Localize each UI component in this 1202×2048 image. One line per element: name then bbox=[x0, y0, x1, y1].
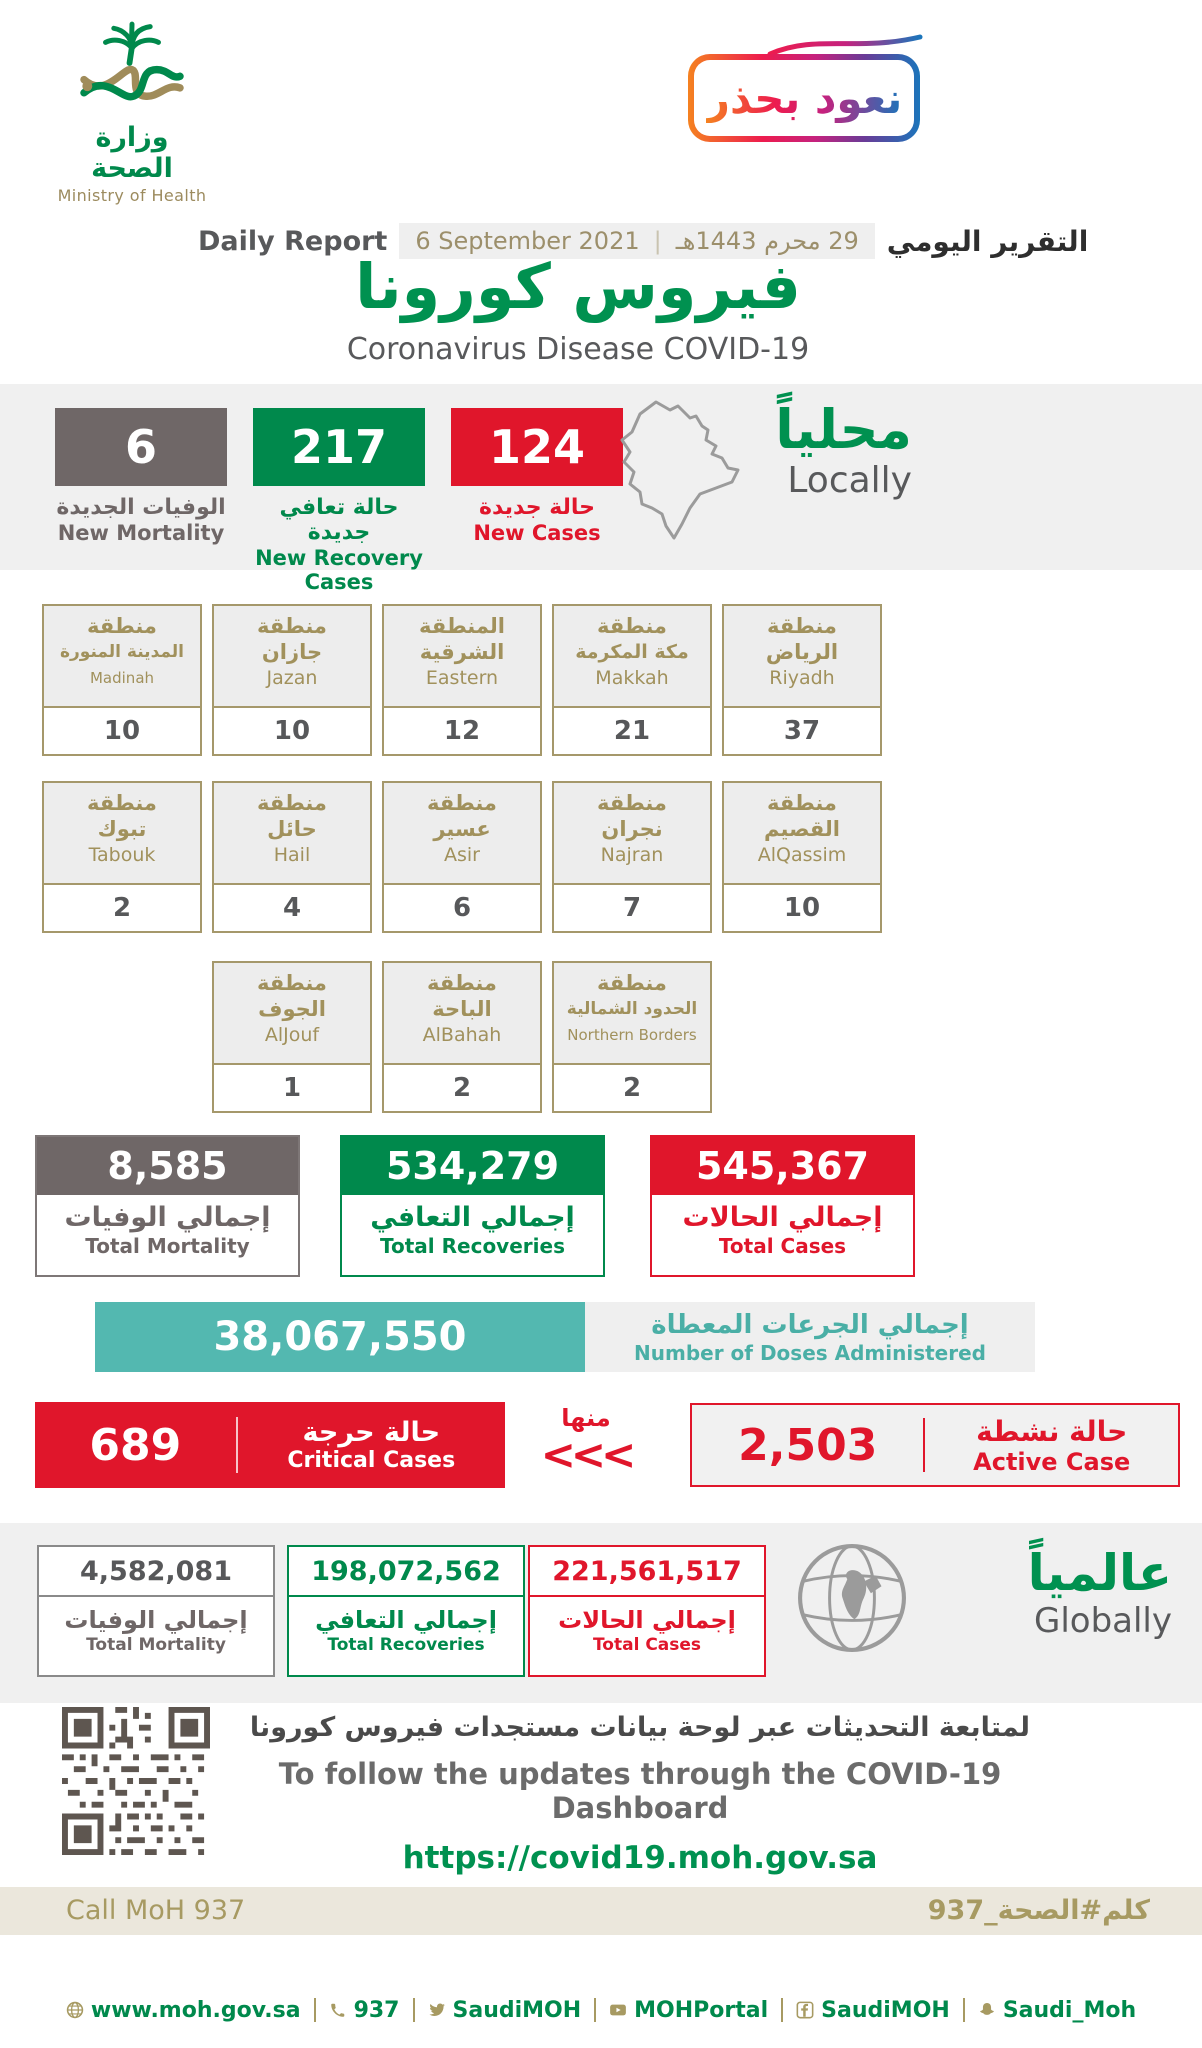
region-card-alqassim bbox=[722, 781, 882, 933]
region-card-header bbox=[214, 606, 370, 708]
total-recoveries-label-en: Total Recoveries bbox=[380, 1234, 565, 1258]
new-recoveries-label-ar: حالة تعافي جديدة bbox=[279, 495, 399, 545]
doses-administered-bar bbox=[95, 1302, 1035, 1372]
new-cases-label-ar: حالة جديدة bbox=[479, 495, 595, 520]
return-badge-inner bbox=[694, 60, 914, 136]
region-case-count: 10 bbox=[273, 716, 311, 746]
total-recoveries-card bbox=[340, 1135, 605, 1277]
region-card-header bbox=[44, 783, 200, 885]
total-mortality-card bbox=[35, 1135, 300, 1277]
region-card-header bbox=[724, 606, 880, 708]
region-case-count: 10 bbox=[103, 716, 141, 746]
hijri-date: 29 محرم 1443هـ bbox=[675, 227, 859, 255]
daily-stats-row bbox=[55, 408, 623, 594]
region-card-riyadh bbox=[722, 604, 882, 756]
new-mortality-label-en: New Mortality bbox=[57, 521, 225, 545]
globally-label-block bbox=[912, 1545, 1172, 1641]
active-cases-value: 2,503 bbox=[738, 1419, 878, 1471]
footer-link-website[interactable] bbox=[66, 1998, 301, 2023]
region-name-en: Eastern bbox=[425, 667, 499, 689]
region-card-header bbox=[214, 963, 370, 1065]
region-name-ar-line1: منطقة bbox=[257, 614, 327, 638]
footer-separator bbox=[594, 1998, 596, 2022]
footer-link-snapchat[interactable] bbox=[978, 1998, 1136, 2023]
region-name-ar-line2: الحدود الشمالية bbox=[566, 999, 698, 1019]
critical-cases-label-ar: حالة حرجة bbox=[302, 1417, 441, 1448]
footer-separator bbox=[314, 1998, 316, 2022]
region-case-count: 21 bbox=[613, 716, 651, 746]
locally-label-ar: محلياً bbox=[775, 398, 912, 461]
active-cases-labels bbox=[925, 1415, 1178, 1476]
region-name-ar-line2: تبوك bbox=[97, 817, 147, 841]
region-card-makkah bbox=[552, 604, 712, 756]
region-name-en: Najran bbox=[600, 844, 664, 866]
total-mortality-value: 8,585 bbox=[37, 1137, 298, 1195]
region-name-en: Makkah bbox=[595, 667, 669, 689]
return-badge-text: نعود بحذر bbox=[705, 73, 903, 123]
global-recoveries-card bbox=[287, 1545, 525, 1677]
critical-cases-label-en: Critical Cases bbox=[287, 1448, 456, 1473]
new-recoveries-stat bbox=[253, 408, 425, 594]
footer-links-row bbox=[0, 1990, 1202, 2030]
total-cases-value: 545,367 bbox=[652, 1137, 913, 1195]
region-name-en: Jazan bbox=[266, 667, 318, 689]
total-cases-card bbox=[650, 1135, 915, 1277]
footer-link-twitter[interactable] bbox=[428, 1998, 582, 2023]
global-recoveries-label-ar: إجمالي التعافي bbox=[315, 1606, 497, 1634]
region-card-header bbox=[554, 963, 710, 1065]
call-moh-bar bbox=[0, 1887, 1202, 1935]
locally-section bbox=[0, 384, 1202, 594]
ministry-name-arabic: وزارة الصحة bbox=[91, 122, 173, 184]
dashboard-text-block bbox=[222, 1712, 1058, 1876]
region-card-aljouf bbox=[212, 961, 372, 1113]
saudi-arabia-map-icon bbox=[612, 392, 752, 560]
doses-label-en: Number of Doses Administered bbox=[634, 1340, 986, 1365]
global-mortality-label-ar: إجمالي الوفيات bbox=[64, 1606, 248, 1634]
global-cases-label-ar: إجمالي الحالات bbox=[558, 1606, 736, 1634]
call-moh-hashtag-ar: كلم#الصحة_937 bbox=[927, 1895, 1150, 1926]
ministry-name-english: Ministry of Health bbox=[57, 186, 207, 205]
moh-logo-icon bbox=[73, 20, 191, 116]
region-name-en: AlJouf bbox=[264, 1024, 320, 1046]
return-with-caution-badge bbox=[688, 54, 920, 142]
region-card-header bbox=[724, 783, 880, 885]
footer-link-label: SaudiMOH bbox=[452, 1997, 582, 2023]
footer-link-facebook[interactable] bbox=[796, 1998, 950, 2023]
total-recoveries-value: 534,279 bbox=[342, 1137, 603, 1195]
new-recoveries-value: 217 bbox=[253, 408, 425, 486]
total-mortality-label-ar: إجمالي الوفيات bbox=[64, 1202, 271, 1233]
region-name-ar-line2: الجوف bbox=[258, 997, 326, 1021]
footer-separator bbox=[413, 1998, 415, 2022]
region-card-header bbox=[214, 783, 370, 885]
region-case-count: 6 bbox=[452, 893, 472, 923]
dashboard-line-en: To follow the updates through the COVID-19 Dashboard bbox=[278, 1757, 1002, 1825]
phone-icon bbox=[329, 2001, 347, 2019]
region-name-ar-line1: منطقة bbox=[597, 971, 667, 995]
region-name-en: Hail bbox=[273, 844, 311, 866]
region-name-ar-line1: منطقة bbox=[597, 791, 667, 815]
region-card-hail bbox=[212, 781, 372, 933]
region-name-ar-line1: منطقة bbox=[767, 791, 837, 815]
footer-link-label: Saudi_Moh bbox=[1002, 1997, 1137, 2023]
total-recoveries-label-ar: إجمالي التعافي bbox=[370, 1202, 575, 1233]
active-cases-box bbox=[690, 1403, 1180, 1487]
region-card-najran bbox=[552, 781, 712, 933]
daily-report-label-en: Daily Report bbox=[198, 225, 388, 257]
region-case-count: 1 bbox=[282, 1073, 302, 1103]
region-card-header bbox=[384, 606, 540, 708]
critical-cases-value: 689 bbox=[89, 1419, 182, 1471]
region-name-ar-line2: نجران bbox=[601, 817, 663, 841]
region-name-en: Riyadh bbox=[769, 667, 835, 689]
region-name-ar-line1: المنطقة bbox=[418, 614, 506, 638]
new-cases-label-en: New Cases bbox=[473, 521, 601, 545]
active-cases-label-ar: حالة نشطة bbox=[976, 1414, 1128, 1448]
region-name-ar-line1: منطقة bbox=[257, 971, 327, 995]
region-case-count: 37 bbox=[783, 716, 821, 746]
region-name-ar-line2: مكة المكرمة bbox=[575, 641, 689, 663]
region-card-albahah bbox=[382, 961, 542, 1113]
global-recoveries-value: 198,072,562 bbox=[289, 1547, 523, 1597]
globally-section bbox=[0, 1523, 1202, 1703]
new-recoveries-label-en: New Recovery Cases bbox=[255, 546, 423, 594]
region-case-count: 2 bbox=[622, 1073, 642, 1103]
region-case-count: 2 bbox=[112, 893, 132, 923]
globe-icon bbox=[66, 2001, 84, 2019]
region-card-header bbox=[554, 783, 710, 885]
new-cases-value: 124 bbox=[451, 408, 623, 486]
region-name-ar-line1: منطقة bbox=[767, 614, 837, 638]
locally-label-block bbox=[740, 400, 912, 501]
total-cases-label-en: Total Cases bbox=[718, 1234, 847, 1258]
global-cases-label-en: Total Cases bbox=[592, 1635, 702, 1655]
region-card-asir bbox=[382, 781, 542, 933]
snapchat-icon bbox=[978, 2001, 996, 2019]
region-card-eastern bbox=[382, 604, 542, 756]
gregorian-date: 6 September 2021 bbox=[415, 227, 640, 255]
daily-report-label-ar: التقرير اليومي bbox=[886, 224, 1089, 258]
region-card-header bbox=[384, 963, 540, 1065]
new-mortality-stat bbox=[55, 408, 227, 594]
global-cases-value: 221,561,517 bbox=[530, 1547, 764, 1597]
footer-link-label: SaudiMOH bbox=[821, 1997, 950, 2023]
region-case-count: 7 bbox=[622, 893, 642, 923]
twitter-icon bbox=[428, 2001, 446, 2019]
dashboard-line-ar: لمتابعة التحديثات عبر لوحة بيانات مستجدات فيروس كورونا bbox=[249, 1712, 1031, 1743]
region-name-ar-line2: القصيم bbox=[764, 817, 840, 841]
region-name-ar-line2: المدينة المنورة bbox=[59, 642, 184, 662]
region-name-en: Northern Borders bbox=[567, 1026, 697, 1044]
region-name-ar-line2: الباحة bbox=[432, 997, 492, 1021]
call-moh-label-en: Call MoH 937 bbox=[66, 1895, 246, 1926]
footer-link-label: MOHPortal bbox=[634, 1997, 769, 2023]
active-cases-label-en: Active Case bbox=[973, 1447, 1131, 1476]
total-cases-label-ar: إجمالي الحالات bbox=[682, 1202, 883, 1233]
region-name-en: Madinah bbox=[89, 669, 155, 687]
region-name-ar-line1: منطقة bbox=[87, 791, 157, 815]
region-case-count: 12 bbox=[443, 716, 481, 746]
globally-label-ar: عالمياً bbox=[1027, 1544, 1172, 1602]
chevrons-icon: <<< bbox=[540, 1430, 632, 1479]
dashboard-url-link[interactable]: https://covid19.moh.gov.sa bbox=[402, 1840, 878, 1876]
critical-cases-box bbox=[35, 1402, 505, 1488]
footer-link-phone[interactable] bbox=[329, 1998, 400, 2023]
region-name-ar-line1: منطقة bbox=[427, 791, 497, 815]
region-name-ar-line2: الرياض bbox=[765, 640, 839, 664]
page-title-arabic: فيروس كورونا bbox=[355, 250, 801, 323]
region-card-madinah bbox=[42, 604, 202, 756]
region-name-ar-line2: الشرقية bbox=[419, 640, 505, 664]
date-separator: | bbox=[653, 227, 662, 255]
global-cases-card bbox=[528, 1545, 766, 1677]
region-name-ar-line1: منطقة bbox=[427, 971, 497, 995]
total-mortality-label-en: Total Mortality bbox=[85, 1234, 250, 1258]
critical-cases-labels bbox=[238, 1417, 505, 1473]
global-recoveries-label-en: Total Recoveries bbox=[327, 1635, 485, 1655]
region-name-ar-line1: منطقة bbox=[257, 791, 327, 815]
footer-separator bbox=[781, 1998, 783, 2022]
page-title-english: Coronavirus Disease COVID-19 bbox=[346, 332, 810, 367]
region-card-header bbox=[554, 606, 710, 708]
region-name-en: AlBahah bbox=[422, 1024, 502, 1046]
new-mortality-label-ar: الوفيات الجديدة bbox=[56, 495, 226, 520]
new-cases-stat bbox=[451, 408, 623, 594]
region-name-ar-line1: منطقة bbox=[87, 614, 157, 638]
region-name-en: Asir bbox=[444, 844, 480, 866]
footer-link-label: www.moh.gov.sa bbox=[90, 1997, 301, 2023]
region-name-ar-line1: منطقة bbox=[597, 614, 667, 638]
global-mortality-label-en: Total Mortality bbox=[86, 1635, 226, 1655]
region-name-ar-line2: جازان bbox=[261, 640, 323, 664]
region-case-count: 2 bbox=[452, 1073, 472, 1103]
footer-separator bbox=[963, 1998, 965, 2022]
footer-link-label: 937 bbox=[353, 1997, 400, 2023]
region-name-ar-line2: عسير bbox=[433, 817, 491, 841]
region-case-count: 10 bbox=[783, 893, 821, 923]
region-card-northern-borders bbox=[552, 961, 712, 1113]
region-card-header bbox=[44, 606, 200, 708]
new-mortality-value: 6 bbox=[55, 408, 227, 486]
youtube-icon bbox=[609, 2001, 627, 2019]
doses-label-ar: إجمالي الجرعات المعطاة bbox=[651, 1309, 969, 1340]
locally-label-en: Locally bbox=[787, 460, 912, 501]
region-name-en: Tabouk bbox=[88, 844, 156, 866]
global-mortality-card bbox=[37, 1545, 275, 1677]
region-name-ar-line2: حائل bbox=[267, 817, 317, 841]
doses-value: 38,067,550 bbox=[95, 1302, 585, 1372]
region-card-tabouk bbox=[42, 781, 202, 933]
globe-icon bbox=[793, 1535, 911, 1661]
globally-label-en: Globally bbox=[1033, 1601, 1172, 1641]
moh-logo-block bbox=[50, 20, 214, 205]
region-case-count: 4 bbox=[282, 893, 302, 923]
of-which-label: منها bbox=[561, 1404, 611, 1432]
footer-link-youtube[interactable] bbox=[609, 1998, 768, 2023]
qr-code bbox=[62, 1707, 210, 1855]
region-card-header bbox=[384, 783, 540, 885]
region-name-en: AlQassim bbox=[757, 844, 847, 866]
facebook-icon bbox=[796, 2001, 814, 2019]
region-card-jazan bbox=[212, 604, 372, 756]
doses-label-block bbox=[585, 1302, 1035, 1372]
global-mortality-value: 4,582,081 bbox=[39, 1547, 273, 1597]
